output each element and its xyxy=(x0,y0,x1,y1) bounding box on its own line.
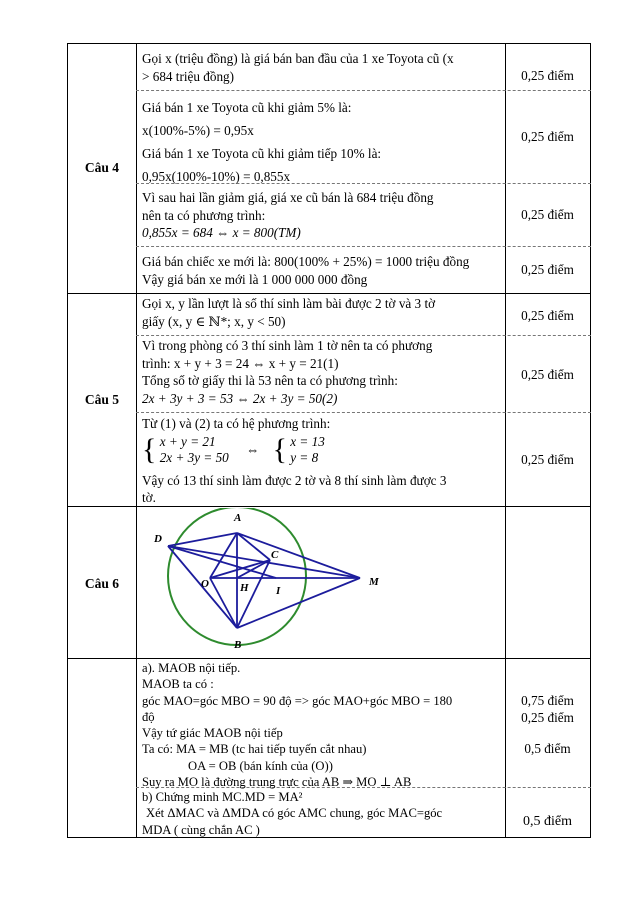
text-line: Vì trong phòng có 3 thí sinh làm 1 tờ nên ta có phương xyxy=(142,338,433,353)
text-line: Suy ra MO là đường trung trực của AB ⇒ MO ⊥ AB xyxy=(142,775,412,790)
text-line: trình: x + y + 3 = 24 ⇔ x + y = 21(1) xyxy=(142,355,339,371)
score-cau6-a2: 0,25 điểm xyxy=(521,710,574,725)
row-divider-figure xyxy=(68,658,591,659)
question-label-cau6: Câu 6 xyxy=(84,576,120,591)
cau4-row2 xyxy=(142,96,502,188)
dashed-divider xyxy=(136,246,591,247)
column-divider-1 xyxy=(136,43,137,838)
text-line: MAOB ta có : xyxy=(142,677,214,692)
score-cau5-r1: 0,25 điểm xyxy=(521,308,574,323)
text-line: Tổng số tờ giấy thi là 53 nên ta có phương trình: xyxy=(142,373,398,388)
text-line: b) Chứng minh MC.MD = MA² xyxy=(142,790,303,804)
text-line: a). MAOB nội tiếp. xyxy=(142,661,241,675)
point-labels xyxy=(153,512,380,651)
point-label: O xyxy=(201,578,209,590)
point-label: M xyxy=(369,576,379,588)
text-line: 0,95x(100%-10%) = 0,855x xyxy=(142,169,291,184)
equation: x + y = 21 xyxy=(159,433,216,449)
system-right xyxy=(290,434,325,466)
text-line: > 684 triệu đồng) xyxy=(142,68,235,84)
question-label-cau5: Câu 5 xyxy=(84,392,120,407)
dashed-divider xyxy=(136,335,591,336)
equation: x = 13 xyxy=(290,433,325,449)
geometry-figure xyxy=(140,508,500,658)
cau5-row1 xyxy=(142,295,502,330)
point-label: C xyxy=(271,549,279,561)
dashed-divider xyxy=(136,412,591,413)
point-label: B xyxy=(234,639,242,651)
score-cau5-r2: 0,25 điểm xyxy=(521,367,574,382)
cau4-row3 xyxy=(142,189,502,242)
cau6-part-a xyxy=(142,660,502,790)
text-line: Giá bán 1 xe Toyota cũ khi giảm tiếp 10% là: xyxy=(142,146,382,161)
text-line: giấy (x, y ∈ ℕ*; x, y < 50) xyxy=(142,313,286,329)
segment xyxy=(210,578,237,628)
equation: 2x + 3y + 3 = 53 ⇔ 2x + 3y = 50(2) xyxy=(142,390,338,406)
text-line: Từ (1) và (2) ta có hệ phương trình: xyxy=(142,416,331,431)
score-cau6-b: 0,5 điểm xyxy=(523,814,572,829)
segment xyxy=(237,578,360,628)
segment xyxy=(237,533,270,560)
point-label: H xyxy=(240,582,249,594)
cau5-row2 xyxy=(142,337,502,407)
text-line: Xét ΔMAC và ΔMDA có góc AMC chung, góc MAC=góc xyxy=(146,806,443,821)
text-line: độ xyxy=(142,709,155,724)
score-cau4-r3: 0,25 điểm xyxy=(521,207,574,222)
text-line: Gọi x, y lần lượt là số thí sinh làm bài được 2 tờ và 3 tờ xyxy=(142,296,436,311)
figure-lines xyxy=(168,533,360,628)
cau4-row1 xyxy=(142,50,502,85)
point-label: A xyxy=(234,512,242,524)
cau4-row4 xyxy=(142,253,502,288)
point-label: D xyxy=(154,533,162,545)
dashed-divider xyxy=(136,90,591,91)
text-line: Giá bán 1 xe Toyota cũ khi giảm 5% là: xyxy=(142,100,352,115)
text-line: OA = OB (bán kính của (O)) xyxy=(188,758,333,773)
score-cau6-a1: 0,75 điểm xyxy=(521,693,574,708)
text-line: Ta có: MA = MB (tc hai tiếp tuyến cắt nhau) xyxy=(142,742,367,757)
equation-system xyxy=(142,434,502,470)
question-label-cau4: Câu 4 xyxy=(84,160,120,175)
text-line: Vậy có 13 thí sinh làm được 2 tờ và 8 thí sinh làm được 3 xyxy=(142,472,447,488)
text-line: tờ. xyxy=(142,490,156,505)
equation: 2x + 3y = 50 xyxy=(159,449,229,465)
score-cau4-r2: 0,25 điểm xyxy=(521,129,574,144)
text-line: Vậy tứ giác MAOB nội tiếp xyxy=(142,726,283,741)
brace-left: { xyxy=(142,432,157,466)
cau6-part-b xyxy=(142,789,502,838)
equation: 0,855x = 684 ⇔ x = 800(TM) xyxy=(142,225,301,240)
row-divider-cau4 xyxy=(68,293,591,294)
text-line: Gọi x (triệu đồng) là giá bán ban đầu của 1 xe Toyota cũ (x xyxy=(142,51,454,66)
equivalence-arrow: ⇔ xyxy=(246,441,260,457)
score-cau4-r4: 0,25 điểm xyxy=(521,262,574,277)
point-label: I xyxy=(276,585,281,597)
text-line: Vậy giá bán xe mới là 1 000 000 000 đồng xyxy=(142,271,368,287)
text-line: Vì sau hai lần giảm giá, giá xe cũ bán là 684 triệu đồng xyxy=(142,190,434,205)
cau5-row3 xyxy=(142,415,502,507)
segment xyxy=(237,560,270,628)
brace-right: { xyxy=(272,432,287,466)
text-line: MDA ( cùng chắn AC ) xyxy=(142,822,260,837)
text-line: Giá bán chiếc xe mới là: 800(100% + 25%) = 1000 triệu đồng xyxy=(142,254,470,269)
system-left xyxy=(160,434,229,466)
score-cau4-r1: 0,25 điểm xyxy=(521,68,574,83)
score-cau6-a3: 0,5 điểm xyxy=(524,741,571,756)
score-cau5-r3: 0,25 điểm xyxy=(521,452,574,467)
text-line: nên ta có phương trình: xyxy=(142,207,266,223)
text-line: x(100%-5%) = 0,95x xyxy=(142,123,254,138)
text-line: góc MAO=góc MBO = 90 độ => góc MAO+góc MBO = 180 xyxy=(142,693,453,708)
equation: y = 8 xyxy=(290,449,319,465)
